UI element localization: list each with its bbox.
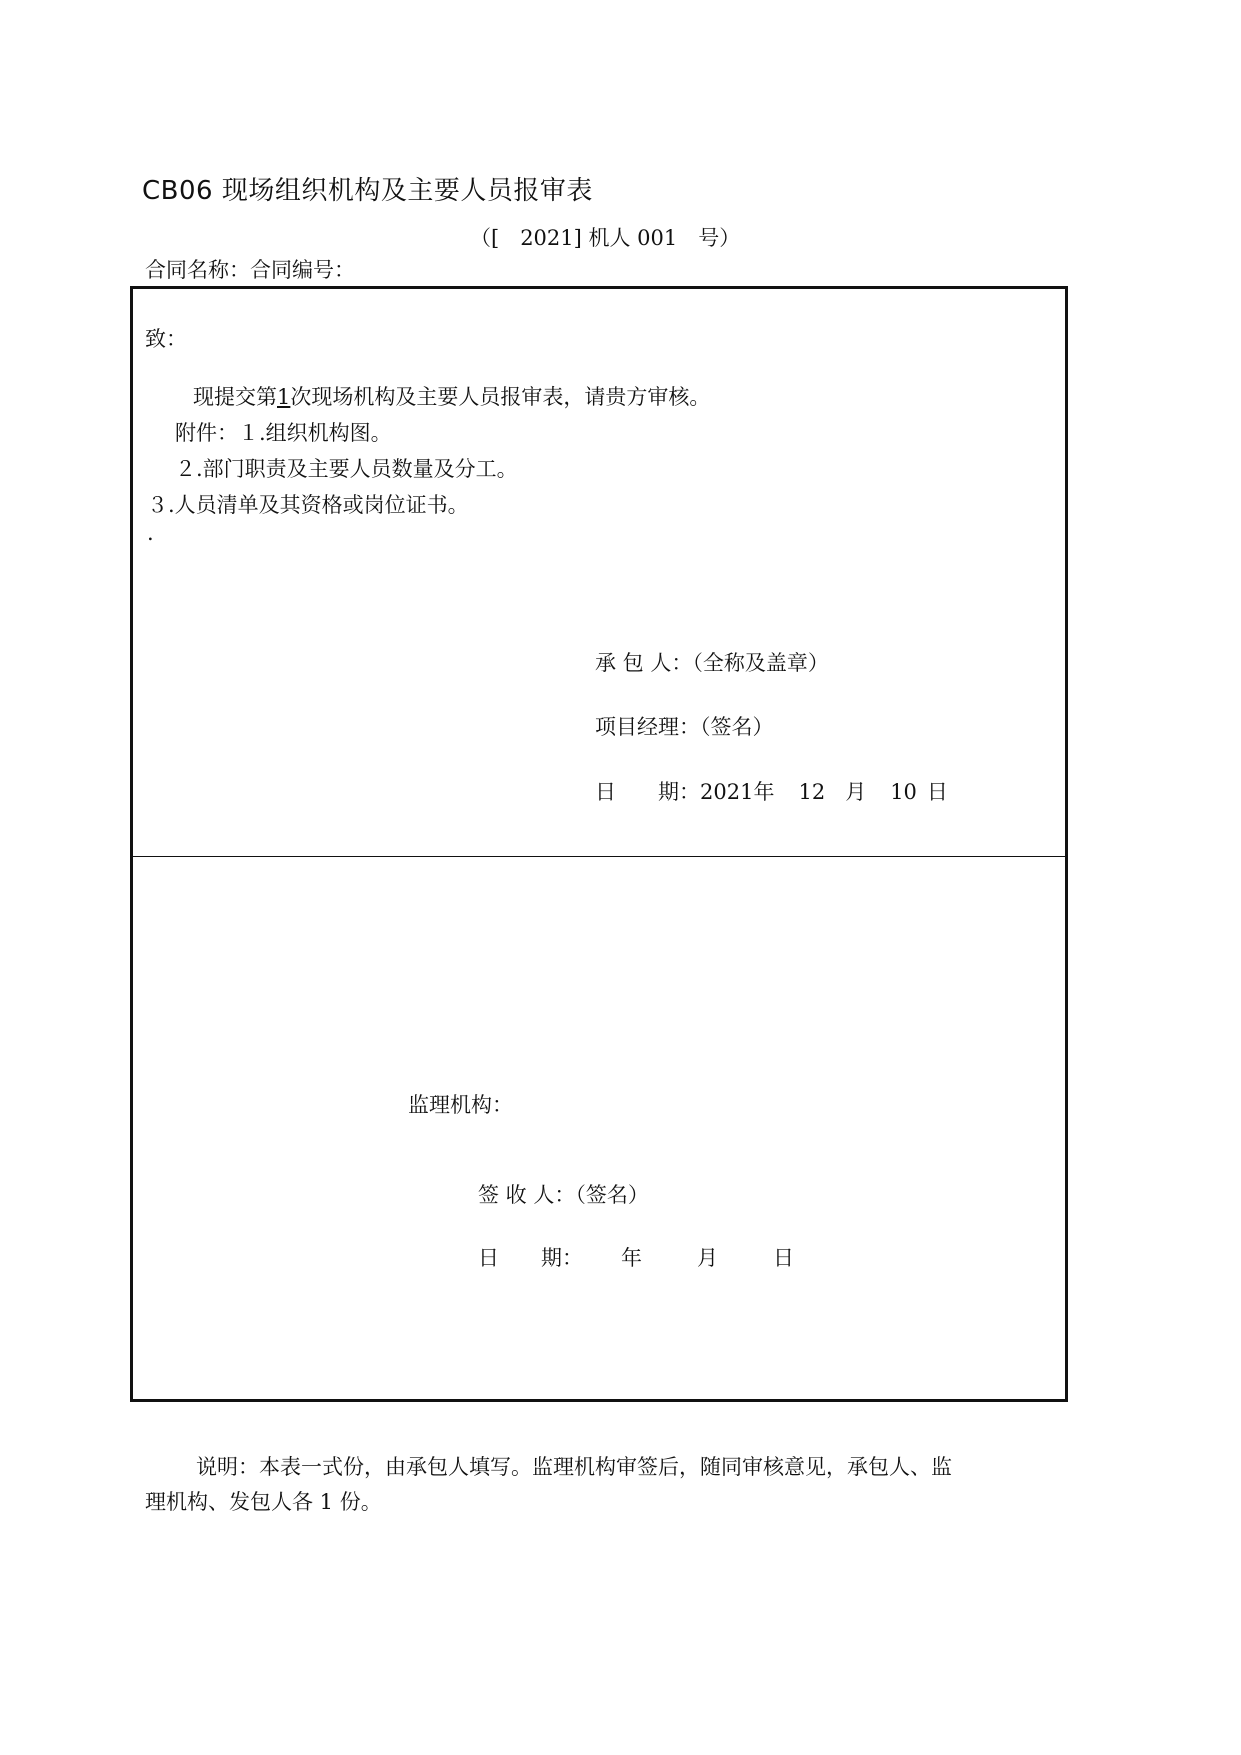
submit-count: 1 — [277, 385, 291, 409]
dot-mark: . — [147, 521, 154, 545]
receiver-label: 签 收 人：（签名） — [478, 1183, 649, 1207]
day-char-lower: 日 — [773, 1246, 794, 1270]
form-box — [130, 286, 1068, 1402]
form-title: CB06 现场组织机构及主要人员报审表 — [142, 176, 593, 206]
section-divider — [133, 856, 1065, 857]
month-char: 月 — [845, 780, 867, 804]
attachment-3: ３.人员清单及其资格或岗位证书。 — [147, 493, 469, 517]
manager-label: 项目经理：（签名） — [595, 715, 774, 739]
date-line-upper — [595, 776, 948, 806]
document-number: （[ 2021] 机人 001 号） — [470, 226, 741, 250]
attachment-1: 附件：１.组织机构图。 — [175, 421, 392, 445]
to-label: 致： — [145, 327, 187, 351]
supervisor-label: 监理机构： — [408, 1093, 513, 1117]
footer-note-line2: 理机构、发包人各 1 份。 — [145, 1490, 382, 1514]
contract-line: 合同名称：合同编号： — [145, 258, 355, 282]
contractor-label: 承 包 人：（全称及盖章） — [595, 651, 829, 675]
date-line-lower — [478, 1242, 794, 1272]
date-label: 日 期： — [595, 780, 700, 804]
date-label-lower: 日 期： — [478, 1246, 583, 1270]
year-char: 年 — [753, 780, 775, 804]
date-month: 12 — [798, 780, 826, 804]
footer-note-line1: 说明：本表一式份，由承包人填写。监理机构审签后，随同审核意见，承包人、监 — [196, 1455, 952, 1479]
submit-suffix: 次现场机构及主要人员报审表，请贵方审核。 — [290, 385, 711, 409]
date-year: 2021 — [700, 780, 754, 804]
submit-statement — [193, 381, 710, 411]
month-char-lower: 月 — [697, 1246, 718, 1270]
attachment-2: ２.部门职责及主要人员数量及分工。 — [175, 457, 518, 481]
submit-prefix: 现提交第 — [193, 385, 277, 409]
year-char-lower: 年 — [621, 1246, 642, 1270]
date-day: 10 — [890, 780, 917, 804]
day-char: 日 — [926, 780, 948, 804]
